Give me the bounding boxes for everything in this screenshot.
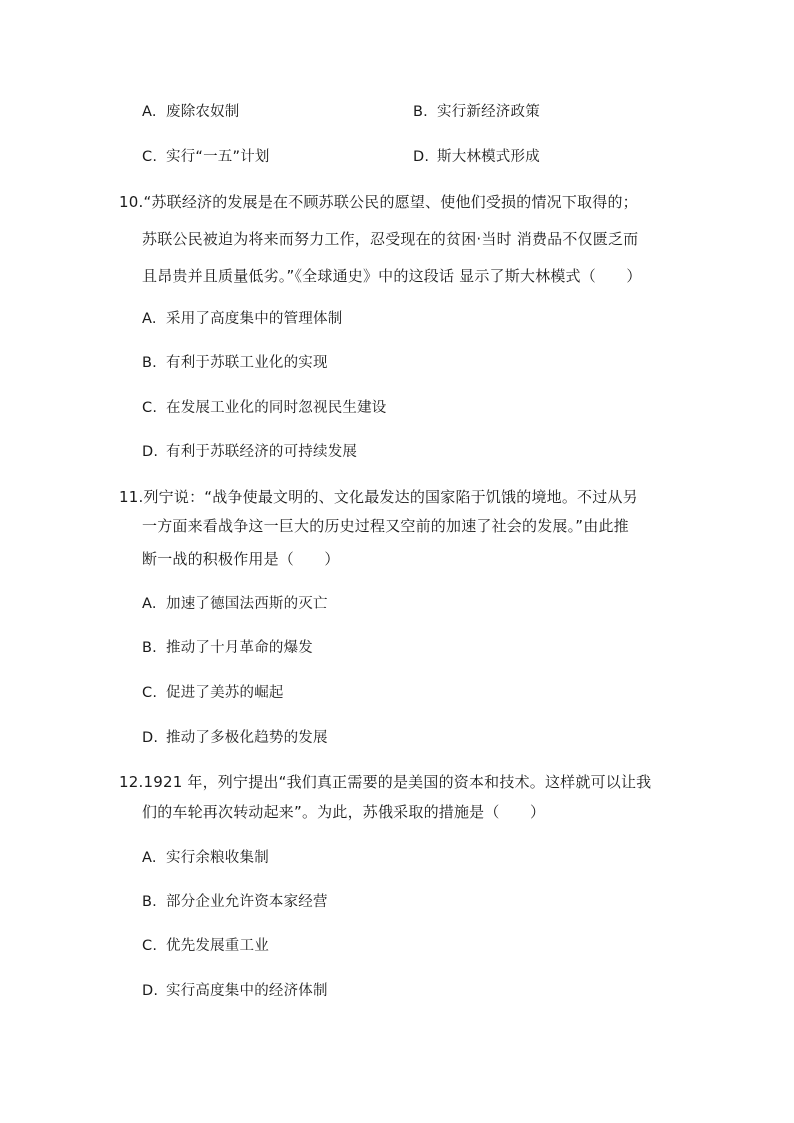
option-text: 有利于苏联经济的可持续发展 — [166, 444, 358, 460]
option-letter: D. — [142, 444, 159, 460]
q12-option-d — [142, 981, 328, 1001]
q12-option-b — [142, 892, 328, 912]
q12-option-c — [142, 936, 269, 956]
q10-option-d — [142, 442, 357, 462]
question-number: 11. — [119, 488, 144, 506]
option-text: 实行新经济政策 — [437, 104, 540, 120]
q10-stem-line-1 — [119, 192, 638, 212]
option-letter: A. — [142, 596, 157, 612]
option-text: 优先发展重工业 — [166, 938, 269, 954]
option-letter: A. — [142, 850, 157, 866]
option-text: 加速了德国法西斯的灭亡 — [166, 596, 328, 612]
option-text: 斯大林模式形成 — [437, 149, 540, 165]
option-letter: B. — [413, 104, 428, 120]
option-letter: D. — [142, 730, 159, 746]
option-letter: B. — [142, 894, 157, 910]
q12-option-a — [142, 848, 269, 868]
q9-option-b — [413, 102, 540, 122]
option-letter: A. — [142, 311, 157, 327]
q11-option-a — [142, 594, 328, 614]
q11-option-c — [142, 683, 284, 703]
question-number: 12. — [119, 773, 144, 791]
q10-option-a — [142, 309, 342, 329]
q9-option-d — [413, 147, 540, 167]
option-letter: B. — [142, 640, 157, 656]
q12-stem-line-2: 们的车轮再次转动起来”。为此，苏俄采取的措施是（ ） — [142, 803, 546, 821]
option-text: 推动了多极化趋势的发展 — [166, 730, 328, 746]
q11-option-d — [142, 728, 328, 748]
q10-stem-line-3: 且昂贵并且质量低劣。”《全球通史》中的这段话 显示了斯大林模式（ ） — [142, 267, 642, 285]
option-text: 促进了美苏的崛起 — [166, 685, 284, 701]
q11-stem-line-1 — [119, 487, 638, 507]
option-text: 实行余粮收集制 — [166, 850, 269, 866]
option-letter: C. — [142, 149, 158, 165]
question-text: 1921 年，列宁提出“我们真正需要的是美国的资本和技术。这样就可以让我 — [143, 773, 652, 791]
q11-option-b — [142, 638, 313, 658]
q9-option-a — [142, 102, 240, 122]
option-letter: C. — [142, 938, 158, 954]
option-text: 实行高度集中的经济体制 — [166, 983, 328, 999]
option-text: 实行“一五”计划 — [166, 149, 270, 165]
option-letter: D. — [142, 983, 159, 999]
option-text: 废除农奴制 — [166, 104, 240, 120]
question-number: 10. — [119, 193, 144, 211]
option-text: 采用了高度集中的管理体制 — [166, 311, 343, 327]
option-letter: A. — [142, 104, 157, 120]
option-text: 推动了十月革命的爆发 — [166, 640, 313, 656]
option-letter: B. — [142, 355, 157, 371]
q12-stem-line-1 — [119, 772, 651, 792]
option-letter: C. — [142, 400, 158, 416]
q11-stem-line-3: 断一战的积极作用是（ ） — [142, 550, 340, 568]
question-text: “苏联经济的发展是在不顾苏联公民的愿望、使他们受损的情况下取得的； — [143, 193, 638, 211]
option-letter: D. — [413, 149, 430, 165]
q10-stem-line-2: 苏联公民被迫为将来而努力工作，忍受现在的贫困·当时 消费品不仅匮乏而 — [142, 230, 639, 248]
option-letter: C. — [142, 685, 158, 701]
q10-option-c — [142, 398, 387, 418]
option-text: 部分企业允许资本家经营 — [166, 894, 328, 910]
option-text: 有利于苏联工业化的实现 — [166, 355, 328, 371]
q9-option-c — [142, 147, 270, 167]
q11-stem-line-2: 一方面来看战争这一巨大的历史过程又空前的加速了社会的发展。”由此推 — [142, 517, 629, 535]
option-text: 在发展工业化的同时忽视民生建设 — [166, 400, 387, 416]
q10-option-b — [142, 353, 328, 373]
question-text: 列宁说：“战争使最文明的、文化最发达的国家陷于饥饿的境地。不过从另 — [143, 488, 638, 506]
